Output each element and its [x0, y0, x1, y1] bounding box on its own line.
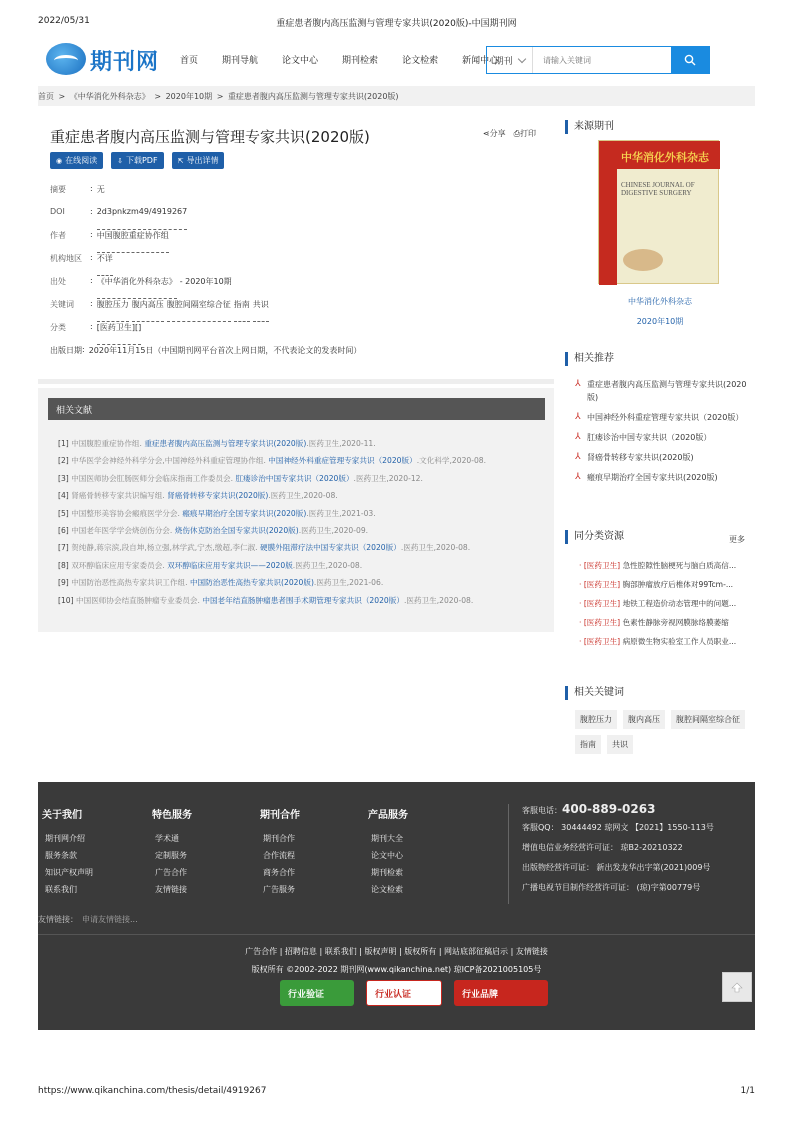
recommendations-box: [565, 352, 755, 512]
related-literature-heading: 相关文献: [48, 398, 545, 420]
eye-icon: ◉: [56, 156, 63, 165]
export-icon: ⇱: [177, 156, 184, 165]
list-item: [1] 中国腹腔重症协作组. 重症患者腹内高压监测与管理专家共识(2020版).医药卫生,2020-11.: [58, 439, 376, 448]
keyword-tag[interactable]: 腹腔压力: [575, 710, 617, 729]
list-item: [6] 中国老年医学学会烧创伤分会. 烧伤休克防治全国专家共识(2020版).医药卫生,2020-09.: [58, 525, 369, 535]
class-link[interactable]: [医药卫生][]: [97, 322, 141, 345]
pubdate-value: 2020年11月15日（中国期刊网平台首次上网日期，不代表论文的发表时间）: [88, 346, 362, 355]
download-icon: ⇩: [117, 156, 123, 165]
source-journal-link[interactable]: 《中华消化外科杂志》: [97, 276, 177, 299]
share-button[interactable]: ⋖分享: [482, 129, 506, 138]
list-item[interactable]: ⅄ 瘢痕早期治疗全国专家共识(2020版): [575, 472, 718, 482]
footer-link[interactable]: 广告合作: [155, 868, 187, 877]
search-type-label: 期刊: [494, 56, 513, 67]
contact-info: 客服电话：400-889-0263 客服QQ： 30444492 琼网文 【2021】1550-113号 增值电信业务经营许可证： 琼B2-20210322 出版物经营许可证： 新出发龙华出字第(2021)009号 广播电视节目制作经营许可证： (琼)字第00779号: [522, 802, 714, 902]
literature-title-link[interactable]: 中国神经外科重症管理专家共识（2020版）: [268, 456, 417, 466]
site-logo[interactable]: [46, 41, 166, 77]
footer-link[interactable]: 学术通: [155, 834, 179, 843]
meta-author: 作者 : 中国腹腔重症协作组: [50, 230, 361, 253]
list-item: [5] 中国整形美容协会瘢痕医学分会. 瘢痕早期治疗全国专家共识(2020版).医药卫生,2021-03.: [58, 508, 376, 518]
nav-home[interactable]: 首页: [180, 56, 199, 66]
search-icon: [684, 54, 696, 66]
print-title: 重症患者腹内高压监测与管理专家共识(2020版)-中国期刊网: [276, 19, 517, 29]
doi-link[interactable]: 2d3pnkzm49/4919267: [97, 207, 188, 230]
crumb-sep: >: [58, 92, 66, 101]
keyword-tags: [575, 710, 751, 754]
same-category-box: [565, 530, 755, 676]
recommendations-list: [575, 378, 747, 491]
footer-link[interactable]: 联系我们: [45, 885, 77, 894]
list-item[interactable]: ⅄ 肾癌骨转移专家共识(2020版): [575, 452, 694, 462]
nav-paper-center[interactable]: 论文中心: [282, 56, 319, 66]
search-input[interactable]: [533, 47, 671, 73]
footer-link[interactable]: 商务合作: [263, 868, 295, 877]
pdf-icon: ⅄: [575, 472, 581, 482]
same-category-heading: 同分类资源: [565, 530, 755, 544]
region-link[interactable]: 不详: [97, 253, 113, 276]
author-link[interactable]: 中国腹腔重症协作组: [97, 230, 169, 253]
keyword-link[interactable]: 指南: [234, 299, 250, 322]
arrow-up-icon: [731, 981, 743, 993]
print-url: https://www.qikanchina.com/thesis/detail/4919267: [38, 1086, 267, 1096]
keyword-link[interactable]: 腹腔间隔室综合征: [167, 299, 231, 322]
list-item: [7] 贺纯静,蒋宗滨,段自坤,杨立强,林学武,宁杰,缴超,李仁淑. 硬膜外阻滞疗法中国专家共识（2020版）.医药卫生,2020-08.: [58, 543, 471, 553]
pdf-icon: ⅄: [575, 432, 581, 442]
breadcrumb: [38, 86, 755, 106]
literature-title-link[interactable]: 中国防治恶性高热专家共识(2020版): [189, 578, 314, 588]
crumb-sep: >: [154, 92, 162, 101]
footer-divider: [508, 804, 509, 904]
meta-abstract: 摘要 : 无: [50, 184, 361, 207]
article-panel: [38, 112, 554, 378]
footer-link[interactable]: 期刊检索: [371, 868, 403, 877]
journal-name-link[interactable]: 中华消化外科杂志: [628, 297, 692, 306]
back-to-top-button[interactable]: [722, 972, 752, 1002]
nav-journal-search[interactable]: 期刊检索: [342, 56, 379, 66]
list-item[interactable]: ⅄ 重症患者腹内高压监测与管理专家共识(2020版): [575, 379, 747, 402]
qq-line: 客服QQ： 30444492 琼网文 【2021】1550-113号: [522, 823, 714, 832]
crumb-home[interactable]: 首页: [38, 92, 54, 101]
pdf-icon: ⅄: [575, 452, 581, 462]
article-meta: [50, 184, 361, 368]
meta-doi: DOI : 2d3pnkzm49/4919267: [50, 207, 361, 230]
trust-badges: [280, 980, 548, 1006]
same-category-list: [579, 560, 751, 655]
literature-title-link[interactable]: 中国老年结直肠肿瘤患者围手术期管理专家共识（2020版）: [202, 595, 404, 605]
print-page-number: 1/1: [740, 1086, 755, 1096]
list-item[interactable]: · [医药卫生] 胸部肿瘤放疗后椎体对99Tcm-...: [579, 580, 734, 589]
footer-link[interactable]: 服务条款: [45, 851, 77, 860]
chevron-down-icon: [517, 54, 525, 62]
list-item[interactable]: · [医药卫生] 病原微生物实验室工作人员职业...: [579, 637, 737, 646]
footer-link[interactable]: 期刊大全: [371, 834, 403, 843]
journal-cover[interactable]: [598, 140, 719, 284]
footer-col-cooperation: 期刊合作 期刊合作 合作流程 商务合作 广告服务: [260, 810, 300, 894]
related-keywords-heading: 相关关键词: [565, 686, 755, 700]
list-item[interactable]: ⅄ 中国神经外科重症管理专家共识（2020版）: [575, 412, 744, 422]
literature-title-link[interactable]: 肾癌骨转移专家共识(2020版): [167, 491, 269, 501]
footer-link[interactable]: 合作流程: [263, 851, 295, 860]
list-item[interactable]: ⅄ 肛瘘诊治中国专家共识（2020版）: [575, 432, 712, 442]
list-item: [4] 肾癌骨转移专家共识编写组. 肾癌骨转移专家共识(2020版).医药卫生,2020-08.: [58, 491, 338, 501]
crumb-issue[interactable]: 2020年10期: [165, 92, 213, 101]
footer-col-services: 特色服务 学术通 定制服务 广告合作 友情链接: [152, 810, 192, 894]
literature-title-link[interactable]: 烧伤休克防治全国专家共识(2020版): [174, 525, 299, 535]
keyword-tag[interactable]: 指南: [575, 735, 601, 754]
site-header: [38, 38, 755, 82]
download-pdf-button[interactable]: ⇩ 下载PDF: [111, 152, 163, 169]
list-item: [8] 双环醇临床应用专家委员会. 双环醇临床应用专家共识——2020版.医药卫生,2020-08.: [58, 560, 363, 570]
action-buttons: [50, 152, 224, 169]
crumb-sep: >: [216, 92, 224, 101]
crumb-current: 重症患者腹内高压监测与管理专家共识(2020版): [227, 92, 399, 101]
meta-keywords: 关键词 : 腹腔压力 腹内高压 腹腔间隔室综合征 指南 共识: [50, 299, 361, 322]
footer-link[interactable]: 论文检索: [371, 885, 403, 894]
nav-news-center[interactable]: 新闻中心: [462, 56, 499, 66]
broadcast-line: 广播电视节目制作经营许可证： (琼)字第00779号: [522, 883, 701, 892]
list-item: [2] 中华医学会神经外科学分会,中国神经外科重症管理协作组. 中国神经外科重症管理专家共识（2020版）.文化科学,2020-08.: [58, 456, 487, 466]
list-item: [3] 中国医师协会肛肠医师分会临床指南工作委员会. 肛瘘诊治中国专家共识（2020版）.医药卫生,2020-12.: [58, 473, 423, 483]
badge-certified[interactable]: 行业认证: [366, 980, 442, 1006]
pdf-icon: ⅄: [575, 379, 581, 389]
meta-region: 机构地区 : 不详: [50, 253, 361, 276]
crumb-journal[interactable]: 《中华消化外科杂志》: [69, 92, 150, 101]
print-button[interactable]: ⎙打印: [513, 129, 536, 138]
icp-line: 增值电信业务经营许可证： 琼B2-20210322: [522, 843, 683, 852]
literature-title-link[interactable]: 重症患者腹内高压监测与管理专家共识(2020版): [144, 439, 307, 448]
license-line: 出版物经营许可证： 新出发龙华出字第(2021)009号: [522, 863, 711, 872]
cover-illustration: [623, 249, 663, 271]
keyword-link[interactable]: 腹内高压: [132, 299, 164, 322]
meta-class: 分类 : [医药卫生][]: [50, 322, 361, 345]
footer-link[interactable]: 论文中心: [371, 851, 403, 860]
site-footer: [38, 782, 755, 1030]
footer-bottom-links[interactable]: 广告合作 | 招聘信息 | 联系我们 | 版权声明 | 版权所有 | 网站底部征稿启示 | 友情链接: [245, 947, 548, 956]
phone-number: 400-889-0263: [562, 802, 656, 816]
pdf-icon: ⅄: [575, 412, 581, 422]
article-title: 重症患者腹内高压监测与管理专家共识(2020版): [50, 128, 370, 146]
footer-link[interactable]: 广告服务: [263, 885, 295, 894]
nav-journal-guide[interactable]: 期刊导航: [222, 56, 259, 66]
read-online-button[interactable]: ◉ 在线阅读: [50, 152, 103, 169]
footer-link[interactable]: 知识产权声明: [45, 868, 93, 877]
keyword-tag[interactable]: 腹内高压: [623, 710, 665, 729]
list-item[interactable]: · [医药卫生] 地铁工程造价动态管理中的问题...: [579, 599, 737, 608]
list-item[interactable]: · [医药卫生] 急性腔隙性脑梗死与脑白质高信...: [579, 561, 737, 570]
literature-title-link[interactable]: 肛瘘诊治中国专家共识（2020版）: [235, 473, 354, 483]
related-literature: [38, 388, 554, 632]
nav-paper-search[interactable]: 论文检索: [402, 56, 439, 66]
footer-hr: [38, 934, 755, 935]
list-item: [10] 中国医师协会结直肠肿瘤专业委员会. 中国老年结直肠肿瘤患者围手术期管理专家共识（2020版）.医药卫生,2020-08.: [58, 595, 474, 605]
source-journal-heading: 来源期刊: [565, 120, 755, 134]
cover-title: 中华消化外科杂志: [621, 151, 709, 164]
friend-links: 友情链接： 申请友情链接...: [38, 915, 138, 924]
search-type-select[interactable]: [487, 47, 533, 73]
divider: [38, 379, 554, 384]
literature-title-link[interactable]: 双环醇临床应用专家共识——2020版: [167, 560, 293, 570]
footer-link[interactable]: 期刊合作: [263, 834, 295, 843]
source-journal-box: [565, 120, 755, 338]
meta-pubdate: 出版日期 : 2020年11月15日（中国期刊网平台首次上网日期，不代表论文的发表时间）: [50, 345, 361, 368]
print-date: 2022/05/31: [38, 16, 90, 26]
search-box: [486, 46, 710, 74]
copyright: 版权所有 ©2002-2022 期刊网(www.qikanchina.net) 琼ICP备2021005105号: [251, 965, 542, 974]
footer-col-about: 关于我们 期刊网介绍 服务条款 知识产权声明 联系我们: [42, 810, 93, 894]
abstract-value: 无: [96, 185, 105, 194]
literature-title-link[interactable]: 硬膜外阻滞疗法中国专家共识（2020版）: [259, 543, 401, 553]
badge-verified[interactable]: 行业验证: [280, 980, 354, 1006]
meta-source: 出处 : 《中华消化外科杂志》 - 2020年10期: [50, 276, 361, 299]
logo-emblem-icon: [46, 43, 86, 75]
share-print-row: [483, 128, 536, 139]
keyword-tag[interactable]: 共识: [607, 735, 633, 754]
footer-link[interactable]: 友情链接: [155, 885, 187, 894]
apply-friend-link[interactable]: 申请友情链接...: [82, 915, 138, 924]
journal-issue-link[interactable]: 2020年10期: [636, 317, 684, 326]
footer-link[interactable]: 定制服务: [155, 851, 187, 860]
literature-title-link[interactable]: 瘢痕早期治疗全国专家共识(2020版): [182, 508, 307, 518]
badge-brand[interactable]: 行业品牌: [454, 980, 548, 1006]
footer-link[interactable]: 期刊网介绍: [45, 834, 85, 843]
literature-list: [58, 438, 486, 612]
keyword-link[interactable]: 共识: [253, 299, 269, 322]
search-button[interactable]: [671, 47, 709, 73]
footer-col-products: 产品服务 期刊大全 论文中心 期刊检索 论文检索: [368, 810, 408, 894]
more-link[interactable]: 更多: [729, 535, 745, 544]
cover-english-title: CHINESE JOURNAL OF DIGESTIVE SURGERY: [621, 181, 695, 197]
keyword-link[interactable]: 腹腔压力: [97, 299, 129, 322]
source-issue: - 2020年10期: [179, 277, 232, 286]
logo-text: 期刊网: [90, 50, 160, 75]
keyword-tag[interactable]: 腹腔间隔室综合征: [671, 710, 745, 729]
list-item[interactable]: · [医药卫生] 色素性静脉旁视网膜脉络膜萎缩: [579, 618, 729, 627]
related-keywords-box: [565, 686, 755, 766]
recommendations-heading: 相关推荐: [565, 352, 755, 366]
list-item: [9] 中国防治恶性高热专家共识工作组. 中国防治恶性高热专家共识(2020版).医药卫生,2021-06.: [58, 578, 384, 588]
main-nav: [180, 53, 522, 66]
export-details-button[interactable]: ⇱ 导出详情: [172, 152, 225, 169]
